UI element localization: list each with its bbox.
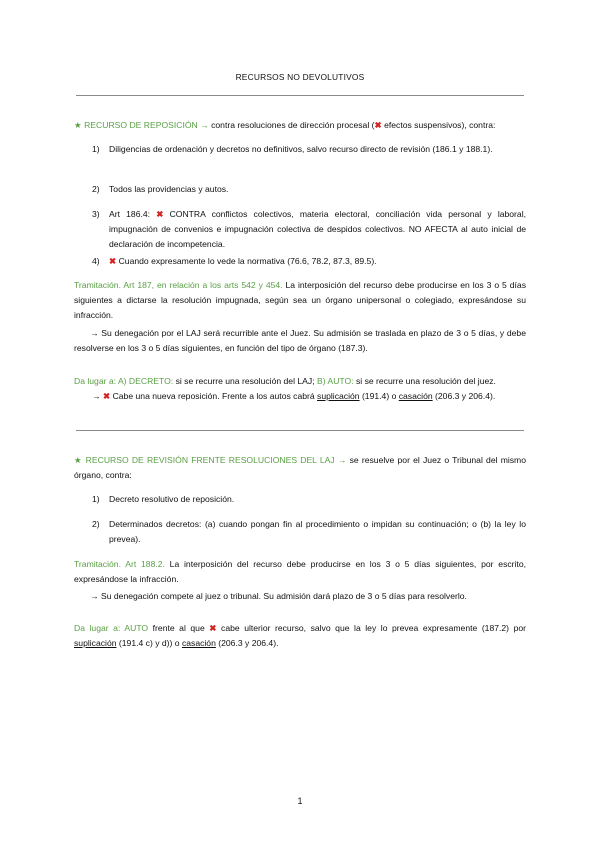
cross-icon: ✖ <box>109 256 117 266</box>
casacion-term: casación <box>398 391 433 401</box>
heading-label: ★ RECURSO DE REVISIÓN FRENTE RESOLUCIONES DEL LAJ → <box>74 455 347 465</box>
da-lugar-label: Da lugar a: AUTO <box>74 623 149 633</box>
divider <box>76 95 524 96</box>
section-reposicion-heading <box>74 118 526 133</box>
item-text: Art 186.4: ✖ CONTRA conflictos colectivos, materia electoral, conciliación vida personal y laboral, impugnación de convenios e impugnación colectiva de despidos colectivos. NO AFECTA al auto inicial de declaración de incompetencia. <box>109 209 526 249</box>
list-item <box>92 254 526 269</box>
denegacion-text: → Su denegación por el LAJ será recurrible ante el Juez. Su admisión se traslada en plazo de 3 o 5 días, y debe resolverse en los 3 o 5 días siguientes, en función del tipo de órgano (187.3). <box>74 328 526 353</box>
cross-icon: ✖ <box>209 623 217 633</box>
heading-text: se resuelve por el Juez o Tribunal del mismo órgano, contra: <box>74 455 526 480</box>
arrow-glyph: → <box>92 391 103 401</box>
item-text: Determinados decretos: (a) cuando pongan fin al procedimiento o impidan su continuación; o (b) la ley lo prevea). <box>109 519 526 544</box>
item-text: Todos las providencias y autos. <box>109 184 229 194</box>
heading-text: contra resoluciones de dirección procesal ( <box>208 120 375 130</box>
auto-text: si se recurre una resolución del juez. <box>353 376 496 386</box>
denegacion-text: → Su denegación compete al juez o tribunal. Su admisión dará plazo de 3 o 5 días para resolverlo. <box>90 591 467 601</box>
nueva-reposicion-line: → ✖ Cabe una nueva reposición. Frente a los autos cabrá suplicación (191.4) o casación (206.3 y 206.4). <box>92 391 496 401</box>
denegacion-paragraph <box>74 326 526 356</box>
item-text: Decreto resolutivo de reposición. <box>109 494 235 504</box>
da-lugar-label: Da lugar a: A) DECRETO: <box>74 376 174 386</box>
item-number: 3) <box>92 209 100 219</box>
tramitacion-paragraph <box>74 557 526 587</box>
heading-text-end: efectos suspensivos), contra: <box>381 120 496 130</box>
list-item <box>92 517 526 547</box>
item-number: 2) <box>92 519 100 529</box>
cross-icon: ✖ <box>156 209 164 219</box>
list-item <box>92 142 526 157</box>
page-title: RECURSOS NO DEVOLUTIVOS <box>235 72 365 82</box>
suplicacion-term: suplicación <box>317 391 360 401</box>
cross-icon: ✖ <box>374 120 382 130</box>
casacion-term: casación <box>181 638 216 648</box>
item-text: ✖ Cuando expresamente lo vede la normativa (76.6, 78.2, 87.3, 89.5). <box>109 256 377 266</box>
item-number: 2) <box>92 184 100 194</box>
list-item <box>92 182 526 197</box>
tramitacion-paragraph <box>74 278 526 323</box>
denegacion-paragraph <box>74 589 526 604</box>
section-revision-heading <box>74 453 526 483</box>
da-lugar-paragraph <box>74 374 526 389</box>
da-lugar-paragraph: Da lugar a: AUTO frente al que ✖ cabe ulterior recurso, salvo que la ley lo prevea expresamente (187.2) por suplicación (191.4 c) y d)) o casación (206.3 y 206.4). <box>74 623 527 648</box>
list-item <box>92 492 526 507</box>
item-number: 4) <box>92 256 100 266</box>
suplicacion-term: suplicación <box>74 638 117 648</box>
item-number: 1) <box>92 144 100 154</box>
tramitacion-text: La interposición del recurso debe producirse en los 3 o 5 días siguientes a dictarse la resolución impugnada, según sea un órgano unipersonal o colegiado, expresándose su infracción. <box>74 280 526 320</box>
cross-icon: ✖ <box>102 391 111 401</box>
heading-label: ★ RECURSO DE REPOSICIÓN → <box>74 120 209 130</box>
divider <box>76 430 524 431</box>
da-lugar-text: si se recurre una resolución del LAJ; <box>173 376 317 386</box>
list-item <box>92 207 526 252</box>
tramitacion-label: Tramitación. Art 188.2. <box>74 559 165 569</box>
tramitacion-text: La interposición del recurso debe producirse en los 3 o 5 días siguientes, por escrito, expresándose la infracción. <box>74 559 526 584</box>
item-number: 1) <box>92 494 100 504</box>
tramitacion-label: Tramitación. Art 187, en relación a los arts 542 y 454. <box>74 280 283 290</box>
page-number: 1 <box>297 796 303 806</box>
item-text: Diligencias de ordenación y decretos no definitivos, salvo recurso directo de revisión (186.1 y 188.1). <box>109 144 493 154</box>
auto-label: B) AUTO: <box>316 376 354 386</box>
